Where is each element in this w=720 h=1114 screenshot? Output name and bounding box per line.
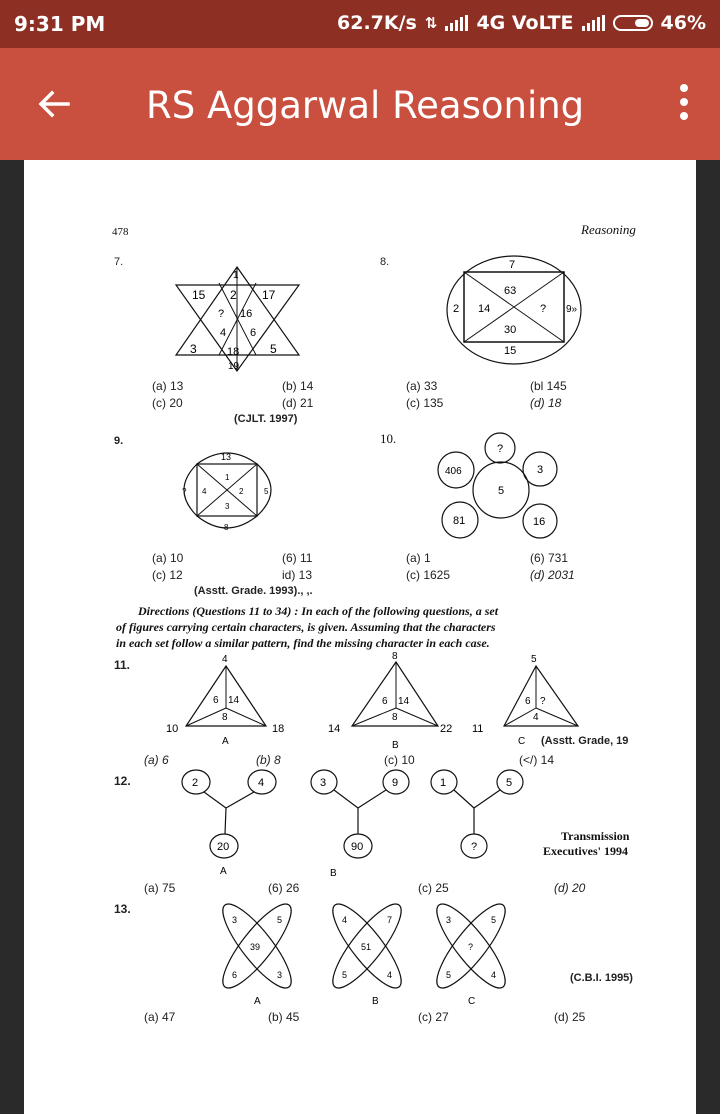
q11b-label: B (392, 740, 399, 751)
q12b-label: B (330, 868, 337, 879)
q7-option-c[interactable]: (c) 20 (152, 396, 183, 410)
q8-val-63: 63 (504, 285, 517, 297)
q11-triangle-a (164, 648, 284, 748)
q7-val-1: 1 (233, 270, 239, 281)
q11-option-d[interactable]: (</) 14 (519, 753, 555, 767)
q7-val-15: 15 (192, 288, 206, 302)
q8-val-15: 15 (504, 345, 517, 357)
status-bar (0, 0, 720, 48)
status-right (337, 12, 706, 34)
q11c-top: 5 (531, 654, 537, 665)
q10-val-81: 81 (453, 515, 466, 527)
q13-x-figure-b (324, 900, 410, 1012)
q9-option-c[interactable]: (c) 12 (152, 568, 183, 582)
signal-icon (445, 15, 468, 31)
network-type: 4G VoLTE (476, 12, 574, 34)
q12c-right: 5 (506, 777, 513, 789)
q8-number: 8. (380, 256, 390, 268)
q13a-center: 39 (250, 942, 261, 952)
q13c-tr: 5 (491, 915, 497, 925)
q12a-right: 4 (258, 777, 265, 789)
q7-option-d[interactable]: (d) 21 (282, 396, 314, 410)
q11a-outer-left: 10 (166, 723, 179, 735)
q9-option-b[interactable]: (6) 11 (282, 551, 313, 565)
q7-val-5: 5 (270, 342, 277, 356)
q9-val-13: 13 (221, 452, 232, 462)
q11-option-c[interactable]: (c) 10 (384, 753, 415, 767)
q12-option-c[interactable]: (c) 25 (418, 881, 449, 895)
app-title: RS Aggarwal Reasoning (146, 84, 585, 127)
book-page[interactable] (24, 160, 696, 1114)
battery-icon (613, 15, 653, 31)
q12a-left: 2 (192, 777, 199, 789)
q13b-tl: 4 (342, 915, 348, 925)
q12-source-line-1: Transmission (561, 829, 630, 843)
q13-number: 13. (114, 902, 131, 916)
q10-circles-figure (434, 430, 566, 542)
q11b-bottom: 8 (392, 712, 398, 723)
q13a-tl: 3 (232, 915, 238, 925)
q11a-top: 4 (222, 654, 228, 665)
q13b-label: B (372, 996, 379, 1007)
q12b-right: 9 (392, 777, 399, 789)
q11a-outer-right: 18 (272, 723, 284, 735)
data-arrows-icon: ⇅ (424, 14, 438, 32)
q7-val-2: 2 (230, 288, 237, 302)
directions-line-2: of figures carrying certain characters, is given. Assuming that the characters (116, 620, 496, 634)
q8-val-30: 30 (504, 324, 517, 336)
q13b-tr: 7 (387, 915, 393, 925)
q11a-right: 14 (228, 695, 240, 706)
q12a-label: A (220, 866, 227, 877)
q9-figure (169, 446, 287, 538)
q13a-label: A (254, 996, 261, 1007)
q11c-right: ? (540, 696, 546, 707)
q13c-br: 4 (491, 970, 497, 980)
q13b-br: 4 (387, 970, 393, 980)
app-bar (0, 48, 720, 160)
q13b-center: 51 (361, 942, 372, 952)
q9-option-d[interactable]: id) 13 (282, 568, 313, 582)
q9-val-5: 5 (264, 487, 269, 496)
q11c-left: 6 (525, 696, 531, 707)
directions-text (116, 603, 676, 651)
q9-val-4: 4 (202, 487, 207, 496)
q7-val-6: 6 (250, 327, 257, 339)
q11b-top: 8 (392, 651, 398, 662)
q12b-left: 3 (320, 777, 327, 789)
q12c-left: 1 (440, 777, 447, 789)
back-arrow-icon[interactable] (34, 84, 74, 124)
q7-val-q: ? (218, 308, 225, 320)
q13a-tr: 5 (277, 915, 283, 925)
q7-val-18: 18 (227, 346, 240, 358)
q10-val-16: 16 (533, 516, 546, 528)
q9-number: 9. (114, 435, 124, 447)
q9-val-1: 1 (225, 473, 230, 482)
directions-line-1: Directions (Questions 11 to 34) : In each of the following questions, a set (138, 604, 499, 618)
q12b-bottom: 90 (351, 841, 364, 853)
q11a-bottom: 8 (222, 712, 228, 723)
q11c-bottom: 4 (533, 712, 539, 723)
q13a-br: 3 (277, 970, 283, 980)
q10-val-q: ? (497, 443, 504, 455)
q11c-label: C (518, 736, 526, 747)
q9-val-2: 2 (239, 487, 244, 496)
q11-source: (Asstt. Grade, 19 (541, 735, 629, 747)
q8-val-q: ? (540, 303, 547, 315)
q8-option-c[interactable]: (c) 135 (406, 396, 444, 410)
q8-val-2: 2 (453, 303, 460, 315)
q12-y-figure-a (176, 768, 286, 878)
q10-option-d[interactable]: (d) 2031 (530, 568, 575, 582)
q13-x-figure-c (428, 900, 514, 1012)
q13-option-c[interactable]: (c) 27 (418, 1010, 449, 1024)
q8-circle-figure (444, 254, 584, 366)
q8-val-14: 14 (478, 303, 491, 315)
q12-y-figure-c (428, 768, 538, 868)
q13-source: (C.B.I. 1995) (570, 972, 633, 984)
q11-number: 11. (114, 658, 131, 672)
q12-number: 12. (114, 774, 131, 788)
q11b-outer-right: 22 (440, 723, 453, 735)
q13a-bl: 6 (232, 970, 238, 980)
q11-option-b[interactable]: (b) 8 (256, 753, 281, 767)
q11-option-a[interactable]: (a) 6 (144, 753, 169, 767)
q9-val-3: 3 (225, 502, 230, 511)
q12c-bottom: ? (471, 841, 478, 853)
q11b-outer-left: 14 (328, 723, 341, 735)
q10-val-5: 5 (498, 485, 505, 497)
q10-val-3: 3 (537, 464, 544, 476)
q7-val-17: 17 (262, 288, 276, 302)
q9-source: (Asstt. Grade. 1993)., ,. (194, 585, 313, 597)
q8-option-d[interactable]: (d) 18 (530, 396, 562, 410)
q7-val-16: 16 (240, 308, 253, 320)
page-number: 478 (112, 226, 129, 238)
q12-y-figure-b (308, 768, 418, 880)
directions-line-3: in each set follow a similar pattern, find the missing character in each case. (116, 636, 490, 650)
q13c-tl: 3 (446, 915, 452, 925)
q11b-right: 14 (398, 696, 410, 707)
q7-val-4: 4 (220, 327, 227, 339)
q7-number: 7. (114, 256, 124, 268)
page-header: Reasoning (581, 222, 636, 237)
q13-option-d[interactable]: (d) 25 (554, 1010, 586, 1024)
q9-val-8: 8 (224, 523, 229, 532)
q13c-center: ? (468, 942, 474, 952)
status-time: 9:31 PM (14, 12, 106, 36)
battery-level: 46% (660, 12, 706, 34)
q11a-left: 6 (213, 695, 219, 706)
signal-icon-2 (582, 15, 605, 31)
q9-val-q: ? (182, 487, 187, 496)
q12-option-a[interactable]: (a) 75 (144, 881, 176, 895)
q8-val-9: 9» (566, 304, 578, 315)
q11-triangle-b (326, 648, 466, 752)
q10-val-406: 406 (445, 466, 462, 477)
q10-option-b[interactable]: (6) 731 (530, 551, 569, 565)
q7-option-a[interactable]: (a) 13 (152, 379, 184, 393)
q11b-left: 6 (382, 696, 388, 707)
q7-star-figure (174, 265, 304, 375)
q12a-bottom: 20 (217, 841, 230, 853)
q10-number: 10. (380, 431, 397, 446)
q13c-bl: 5 (446, 970, 452, 980)
q7-val-19: 19 (228, 361, 240, 372)
q12-option-b[interactable]: (6) 26 (268, 881, 300, 895)
q7-val-3: 3 (190, 342, 197, 356)
network-speed: 62.7K/s (337, 12, 417, 34)
q13-option-a[interactable]: (a) 47 (144, 1010, 176, 1024)
q12-option-d[interactable]: (d) 20 (554, 881, 586, 895)
q8-option-a[interactable]: (a) 33 (406, 379, 438, 393)
q10-option-c[interactable]: (c) 1625 (406, 568, 451, 582)
q11a-label: A (222, 736, 229, 747)
q8-option-b[interactable]: (bl 145 (530, 379, 567, 393)
q7-option-b[interactable]: (b) 14 (282, 379, 314, 393)
q13c-label: C (468, 996, 476, 1007)
q10-option-a[interactable]: (a) 1 (406, 551, 431, 565)
q8-val-7: 7 (509, 259, 516, 271)
q11c-outer-left: 11 (472, 723, 484, 735)
q13-x-figure-a (214, 900, 300, 1012)
q13-option-b[interactable]: (b) 45 (268, 1010, 300, 1024)
q7-source: (CJLT. 1997) (234, 413, 298, 425)
overflow-menu-icon[interactable] (678, 84, 690, 124)
q13b-bl: 5 (342, 970, 348, 980)
q9-option-a[interactable]: (a) 10 (152, 551, 184, 565)
q12-source-line-2: Executives' 1994 (543, 844, 628, 858)
